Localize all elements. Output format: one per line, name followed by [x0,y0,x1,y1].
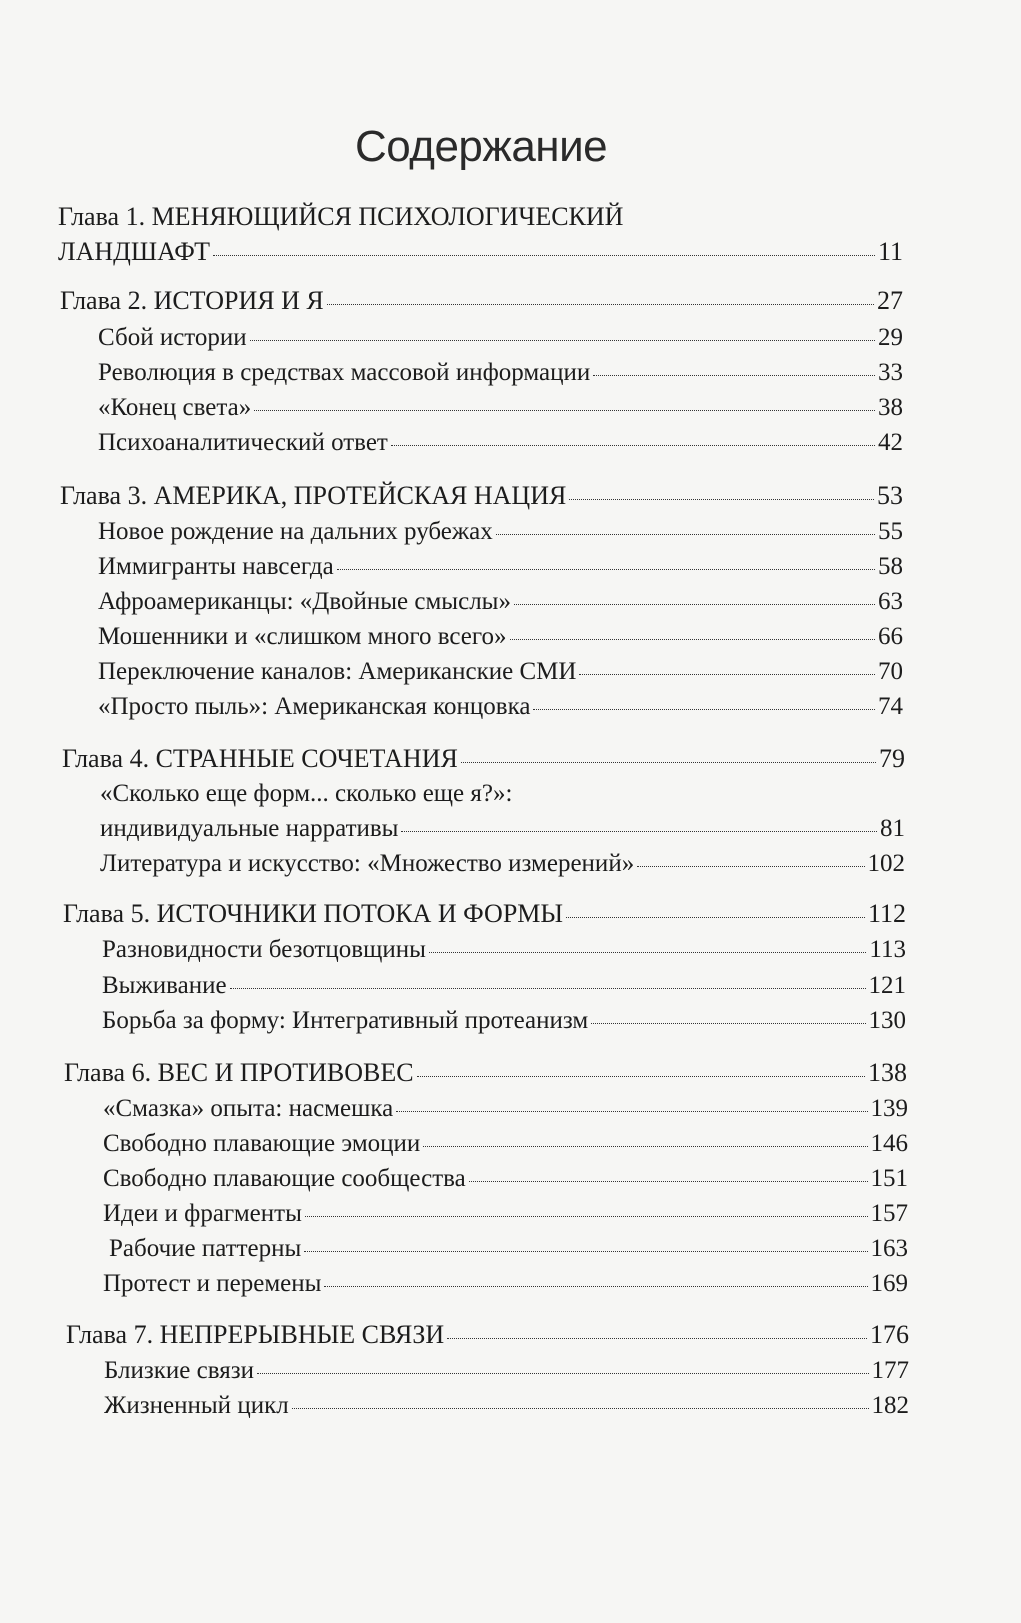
toc-entry-section [100,814,905,844]
dot-leader [496,534,875,535]
page-number: 55 [878,518,903,545]
dot-leader [304,1251,867,1252]
toc-entry-section [104,1356,909,1386]
dot-leader [401,831,877,832]
section-title: Новое рождение на дальних рубежах [98,518,493,545]
toc-entry-section [102,1006,906,1036]
dot-leader [423,1146,867,1147]
dot-leader [461,762,876,763]
page-number: 176 [870,1320,909,1349]
toc-entry-section [98,657,903,687]
dot-leader [230,988,866,989]
toc-entry-section [102,935,906,965]
page-number: 169 [870,1270,908,1297]
page-number: 163 [870,1235,908,1262]
page-number: 29 [878,324,903,351]
toc-entry-section [103,1094,908,1124]
section-title: Революция в средствах массовой информации [98,359,591,386]
dot-leader [417,1076,865,1077]
section-title-line2: индивидуальные нарративы [100,815,399,842]
toc-entry-section [98,692,903,722]
section-title: «Смазка» опыта: насмешка [103,1095,394,1122]
section-title: Сбой истории [98,324,247,351]
toc-entry-chapter-6 [64,1058,907,1088]
section-title-line1: «Сколько еще форм... сколько еще я?»: [100,780,513,807]
section-title: Выживание [102,972,227,999]
dot-leader [327,304,874,305]
toc-entry-chapter-4 [62,744,905,774]
toc-entry-section [98,552,903,582]
toc-entry-section [100,849,905,879]
chapter-title: Глава 6. ВЕС И ПРОТИВОВЕС [64,1058,414,1087]
dot-leader [337,569,875,570]
dot-leader [579,674,875,675]
dot-leader [514,604,875,605]
dot-leader [429,952,867,953]
dot-leader [391,445,875,446]
page-number: 139 [870,1095,908,1122]
section-title: Литература и искусство: «Множество измерений» [100,850,635,877]
toc-entry-chapter-3 [60,481,903,511]
toc-entry-section [98,358,903,388]
section-title: Свободно плавающие эмоции [103,1130,421,1157]
page-number: 138 [868,1058,907,1087]
page-number: 66 [878,623,903,650]
toc-entry-chapter-7 [66,1320,909,1350]
page-number: 38 [878,394,903,421]
section-title: Мошенники и «слишком много всего» [98,623,507,650]
page-number: 151 [870,1165,908,1192]
page-number: 102 [867,850,905,877]
section-title: Борьба за форму: Интегративный протеанизм [102,1007,589,1034]
dot-leader [396,1111,867,1112]
page-number: 27 [877,286,903,315]
toc-entry-chapter-2 [60,286,903,316]
dot-leader [305,1216,868,1217]
page-number: 113 [869,936,906,963]
page-number: 81 [880,815,905,842]
page-number: 42 [878,429,903,456]
dot-leader [569,499,874,500]
toc-entry-section [98,587,903,617]
dot-leader [254,410,875,411]
section-title: Иммигранты навсегда [98,553,334,580]
page-number: 121 [868,972,906,999]
page-number: 63 [878,588,903,615]
section-title: «Конец света» [98,394,252,421]
section-title: Рабочие паттерны [109,1235,302,1262]
page-number: 182 [871,1392,909,1419]
page-number: 130 [868,1007,906,1034]
toc-entry-section [98,622,903,652]
page-number: 177 [871,1357,909,1384]
page-number: 70 [878,658,903,685]
page-number: 11 [877,237,903,266]
toc-entry-chapter-1 [58,237,903,267]
page-number: 112 [867,899,906,928]
dot-leader [566,917,865,918]
toc-entry-section [103,1129,908,1159]
section-title: Афроамериканцы: «Двойные смыслы» [98,588,511,615]
section-title: Психоаналитический ответ [98,429,388,456]
page-number: 146 [870,1130,908,1157]
chapter-title: Глава 7. НЕПРЕРЫВНЫЕ СВЯЗИ [66,1320,445,1349]
toc-entry-section [103,1199,908,1229]
chapter-title: Глава 3. АМЕРИКА, ПРОТЕЙСКАЯ НАЦИЯ [60,481,567,510]
dot-leader [591,1023,865,1024]
chapter-1-title-line2: ЛАНДШАФТ [58,237,211,266]
section-title: Переключение каналов: Американские СМИ [98,658,577,685]
page-number: 74 [878,693,903,720]
dot-leader [447,1338,867,1339]
toc-entry-section [103,1164,908,1194]
toc-entry-section [98,517,903,547]
dot-leader [324,1286,867,1287]
toc-entry-section [98,323,903,353]
chapter-title: Глава 2. ИСТОРИЯ И Я [60,286,324,315]
section-title: Свободно плавающие сообщества [103,1165,466,1192]
section-title: Протест и перемены [103,1270,322,1297]
page-number: 33 [878,359,903,386]
dot-leader [510,639,875,640]
page-number: 79 [879,744,905,773]
dot-leader [292,1408,869,1409]
section-title: Жизненный цикл [104,1392,289,1419]
section-title: «Просто пыль»: Американская концовка [98,693,531,720]
dot-leader [469,1181,868,1182]
chapter-title: Глава 4. СТРАННЫЕ СОЧЕТАНИЯ [62,744,458,773]
page-number: 58 [878,553,903,580]
dot-leader [250,340,875,341]
page-number: 53 [877,481,903,510]
toc-entry-section [109,1234,908,1264]
dot-leader [533,709,875,710]
section-title: Разновидности безотцовщины [102,936,426,963]
chapter-1-title-line1: Глава 1. МЕНЯЮЩИЙСЯ ПСИХОЛОГИЧЕСКИЙ [58,202,624,231]
toc-entry-section [102,971,906,1001]
toc-entry-section [103,1269,908,1299]
dot-leader [593,375,875,376]
section-title: Идеи и фрагменты [103,1200,302,1227]
chapter-title: Глава 5. ИСТОЧНИКИ ПОТОКА И ФОРМЫ [63,899,564,928]
toc-entry-chapter-5 [63,899,906,929]
dot-leader [257,1373,869,1374]
page-number: 157 [870,1200,908,1227]
section-title: Близкие связи [104,1357,254,1384]
dot-leader [213,255,875,256]
page-title: Содержание [355,122,608,171]
toc-entry-section [104,1391,909,1421]
dot-leader [637,866,864,867]
toc-entry-section [98,428,903,458]
toc-entry-section [98,393,903,423]
